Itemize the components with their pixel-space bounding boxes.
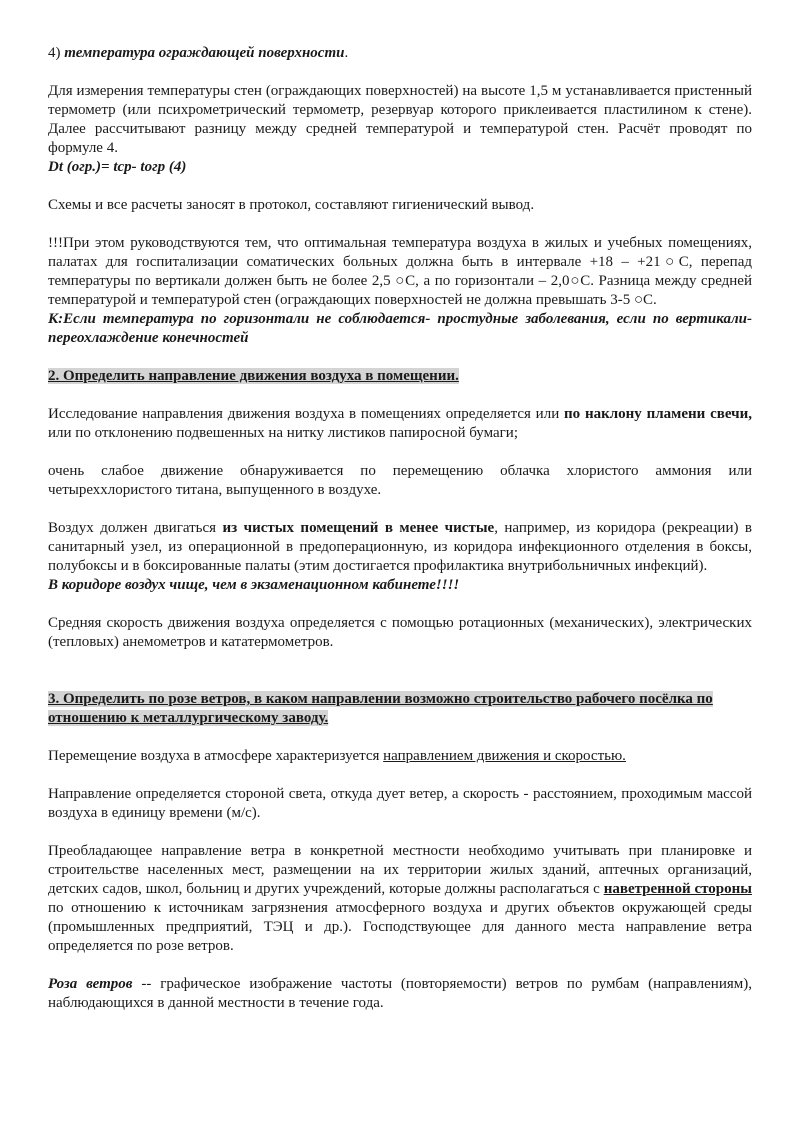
item-title-end: . xyxy=(344,45,349,61)
bold-underlined-phrase: наветренной стороны xyxy=(603,881,752,897)
underlined-phrase: направлением движения и скоростью. xyxy=(383,748,626,764)
paragraph-air-speed: Средняя скорость движения воздуха определяется с помощью ротационных (механических), электрических (тепловых) анемометров и кататермометров. xyxy=(48,615,752,650)
term: Роза ветров xyxy=(48,976,133,992)
section-title-wall-temperature xyxy=(48,44,752,63)
paragraph-prevailing-wind: Преобладающее направление ветра в конкретной местности необходимо учитывать при планировке и строительстве населенных мест, размещении на их территории жилых зданий, аптечных организаций, детских садов, школ, больниц и других учреждений, которые должны располагаться с наветренной стороны по отношению к источникам загрязнения атмосферного воздуха и других объектов окружающей среды (промышленных предприятий, ТЭЦ и др.). Господствующее для данного места направление ветра определяется по розе ветров. xyxy=(48,843,752,954)
formula: Dt (огр.)= tср- tогр (4) xyxy=(48,159,187,175)
paragraph-wind-rose-definition: Роза ветров -- графическое изображение частоты (повторяемости) ветров по румбам (направлениям), наблюдающихся в данной местности в течение года. xyxy=(48,976,752,1011)
paragraph-air-movement: Перемещение воздуха в атмосфере характеризуется направлением движения и скоростью. xyxy=(48,748,626,764)
bold-phrase: по наклону пламени свечи, xyxy=(564,406,752,422)
item-number: 4) xyxy=(48,45,65,61)
item-title: температура ограждающей поверхности xyxy=(64,45,345,61)
paragraph-wind-direction: Направление определяется стороной света, откуда дует ветер, а скорость - расстоянием, проходимым массой воздуха в единицу времени (м/с). xyxy=(48,786,752,821)
paragraph-protocol: Схемы и все расчеты заносят в протокол, составляют гигиенический вывод. xyxy=(48,197,535,213)
paragraph-measurement: Для измерения температуры стен (ограждающих поверхностей) на высоте 1,5 м устанавливается пристенный термометр (или психрометрический термометр, резервуар которого приклеивается пластилином к стене). Далее рассчитывают разницу между средней температурой и температурой стен. Расчёт проводят по формуле 4. xyxy=(48,83,752,156)
paragraph-air-direction-method: Исследование направления движения воздуха в помещениях определяется или по наклону пламени свечи, или по отклонению подвешенных на нитку листиков папиросной бумаги; xyxy=(48,406,752,441)
paragraph-weak-movement: очень слабое движение обнаруживается по перемещению облачка хлористого аммония или четыреххлористого титана, выпущенного в воздухе. xyxy=(48,463,752,498)
section-heading-wind-rose xyxy=(48,690,752,728)
bold-phrase: из чистых помещений в менее чистые xyxy=(222,520,495,536)
note-corridor: В коридоре воздух чище, чем в экзаменационном кабинете!!!! xyxy=(48,577,460,593)
section-heading-air-direction xyxy=(48,367,752,386)
heading-text: 3. Определить по розе ветров, в каком направлении возможно строительство рабочего посёлка по отношению к металлургическому заводу. xyxy=(48,691,713,726)
note-temperature: К:Если температура по горизонтали не соблюдается- простудные заболевания, если по вертикали-переохлаждение конечностей xyxy=(48,311,752,346)
paragraph-clean-to-dirty: Воздух должен двигаться из чистых помещений в менее чистые, например, из коридора (рекреации) в санитарный узел, из операционной в предоперационную, из коридора инфекционного отделения в боксы, полубоксы и в боксированные палаты (этим достигается профилактика внутрибольничных инфекций). xyxy=(48,520,753,574)
paragraph-optimal-temperature: !!!При этом руководствуются тем, что оптимальная температура воздуха в жилых и учебных помещениях, палатах для госпитализации соматических больных должна быть в интервале +18 – +21○С, перепад температуры по вертикали должен быть не более 2,5 ○С, а по горизонтали – 2,0○С. Разница между средней температурой и температурой стен (ограждающих поверхностей не должна превышать 3-5 ○С. xyxy=(48,235,752,308)
heading-text: 2. Определить направление движения воздуха в помещении. xyxy=(48,368,459,384)
